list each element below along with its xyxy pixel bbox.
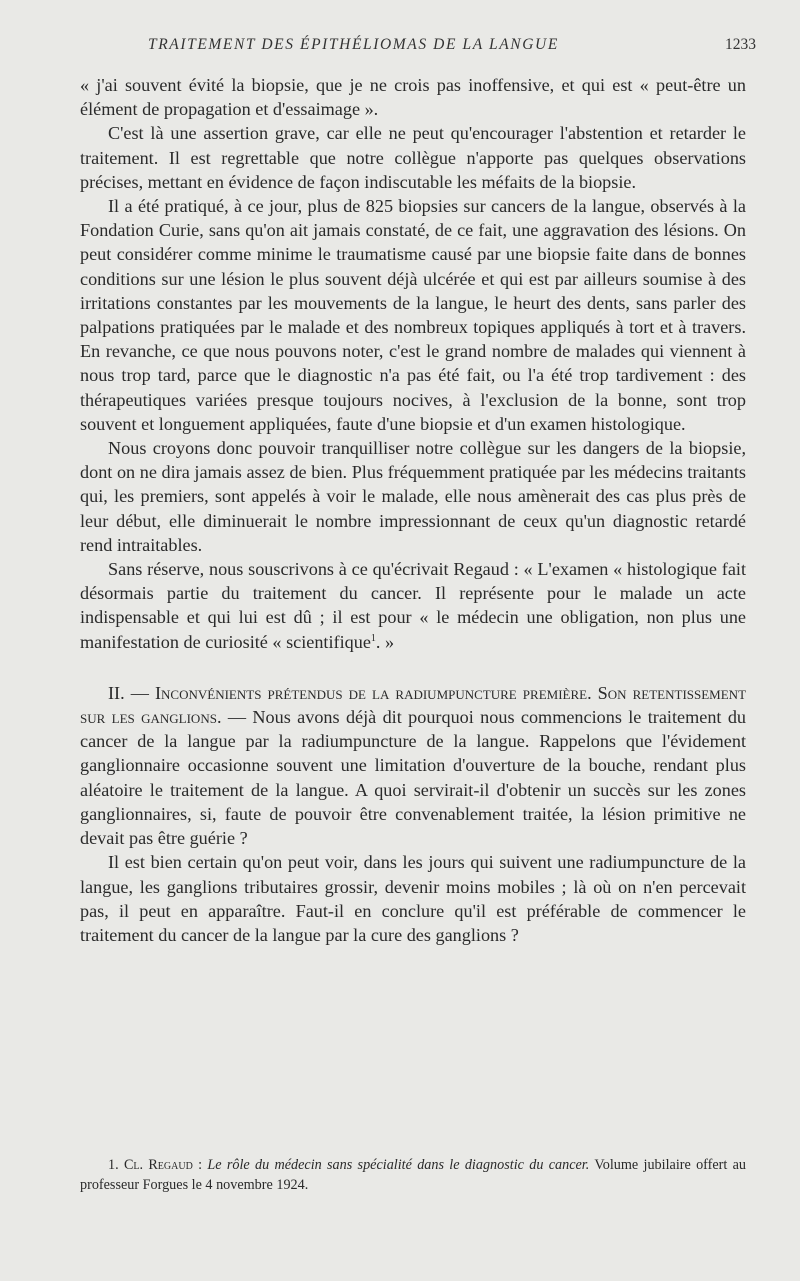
- section-paragraph: [80, 681, 746, 850]
- page-number: 1233: [725, 36, 756, 53]
- main-text: [80, 73, 746, 947]
- paragraph: Sans réserve, nous souscrivons à ce qu'écrivait Regaud : « L'examen « histologique fait désormais partie du traitement du cancer. Il représente pour le malade un acte indispensable et qui lui est dû ; il est pour « le médecin une obligation, non plus une manifestation de curiosité « scientifique$^1$. »: [80, 559, 746, 652]
- paragraph: Il a été pratiqué, à ce jour, plus de 825 biopsies sur cancers de la langue, observés à la Fondation Curie, sans qu'on ait jamais constaté, de ce fait, une aggravation des lésions. On peut considérer comme minime le traumatisme causé par une biopsie faite dans de bonnes conditions sur une lésion le plus souvent déjà ulcérée et qui est par ailleurs soumise à des irritations constantes par les mouvements de la langue, le heurt des dents, sans parler des palpations pratiquées par le malade et des nombreux topiques appliqués à tort et à travers. En revanche, ce que nous pouvons noter, c'est le grand nombre de malades qui viennent à nous trop tard, parce que le diagnostic n'a pas été fait, ou l'a été trop tardivement : des thérapeutiques variées presque toujours nocives, à l'exclusion de la bonne, sont trop souvent et longuement appliquées, faute d'une biopsie et d'un examen histologique.: [80, 196, 746, 434]
- section-dash: —: [130, 682, 149, 703]
- footnote-rest: Volume jubilaire offert au professeur Forgues le 4 novembre 1924.: [80, 1157, 747, 1193]
- section-number: II.: [108, 682, 125, 703]
- running-title: TRAITEMENT DES ÉPITHÉLIOMAS DE LA LANGUE: [148, 36, 559, 53]
- section-title: Inconvénients prétendus de la radiumpuncture première. Son retentissement sur les ganglions.: [80, 682, 747, 728]
- footnote-title: Le rôle du médecin sans spécialité dans le diagnostic du cancer.: [207, 1157, 590, 1173]
- footnote: [80, 1155, 746, 1195]
- footnote-separator: :: [198, 1157, 203, 1173]
- paragraph: « j'ai souvent évité la biopsie, que je ne crois pas inoffensive, et qui est « peut-être un élément de propagation et d'essaimage ».: [80, 75, 746, 120]
- section-text: — Nous avons déjà dit pourquoi nous commencions le traitement du cancer de la langue par la radiumpuncture de la langue. Rappelons que l'évidement ganglionnaire occasionne souvent une limitation d'ouverture de la bouche, rendant plus aléatoire le traitement de la langue. A quoi servirait-il d'obtenir un succès sur les zones ganglionnaires, si, faute de pouvoir être convenablement traitée, la lésion primitive ne devait pas être guérie ?: [80, 707, 747, 849]
- paragraph: Nous croyons donc pouvoir tranquilliser notre collègue sur les dangers de la biopsie, dont on ne dira jamais assez de bien. Plus fréquemment pratiquée par les médecins traitants qui, les premiers, sont appelés à voir le malade, elle nous amènerait des cas plus près de leur début, elle diminuerait le nombre impressionnant de ceux qu'un diagnostic retardé rend intraitables.: [80, 438, 746, 555]
- footnote-number: 1.: [108, 1157, 119, 1173]
- paragraph: Il est bien certain qu'on peut voir, dans les jours qui suivent une radiumpuncture de la langue, les ganglions tributaires grossir, devenir moins mobiles ; là où on n'en percevait pas, il peut en apparaître. Faut-il en conclure qu'il est préférable de commencer le traitement du cancer de la langue par la cure des ganglions ?: [80, 852, 746, 945]
- paragraph: C'est là une assertion grave, car elle ne peut qu'encourager l'abstention et retarder le traitement. Il est regrettable que notre collègue n'apporte pas quelques observations précises, mettant en évidence de façon indiscutable les méfaits de la biopsie.: [80, 123, 746, 192]
- page-header: [80, 36, 756, 58]
- footnote-ref: 1: [370, 632, 376, 644]
- footnote-author: Cl. Regaud: [123, 1157, 193, 1173]
